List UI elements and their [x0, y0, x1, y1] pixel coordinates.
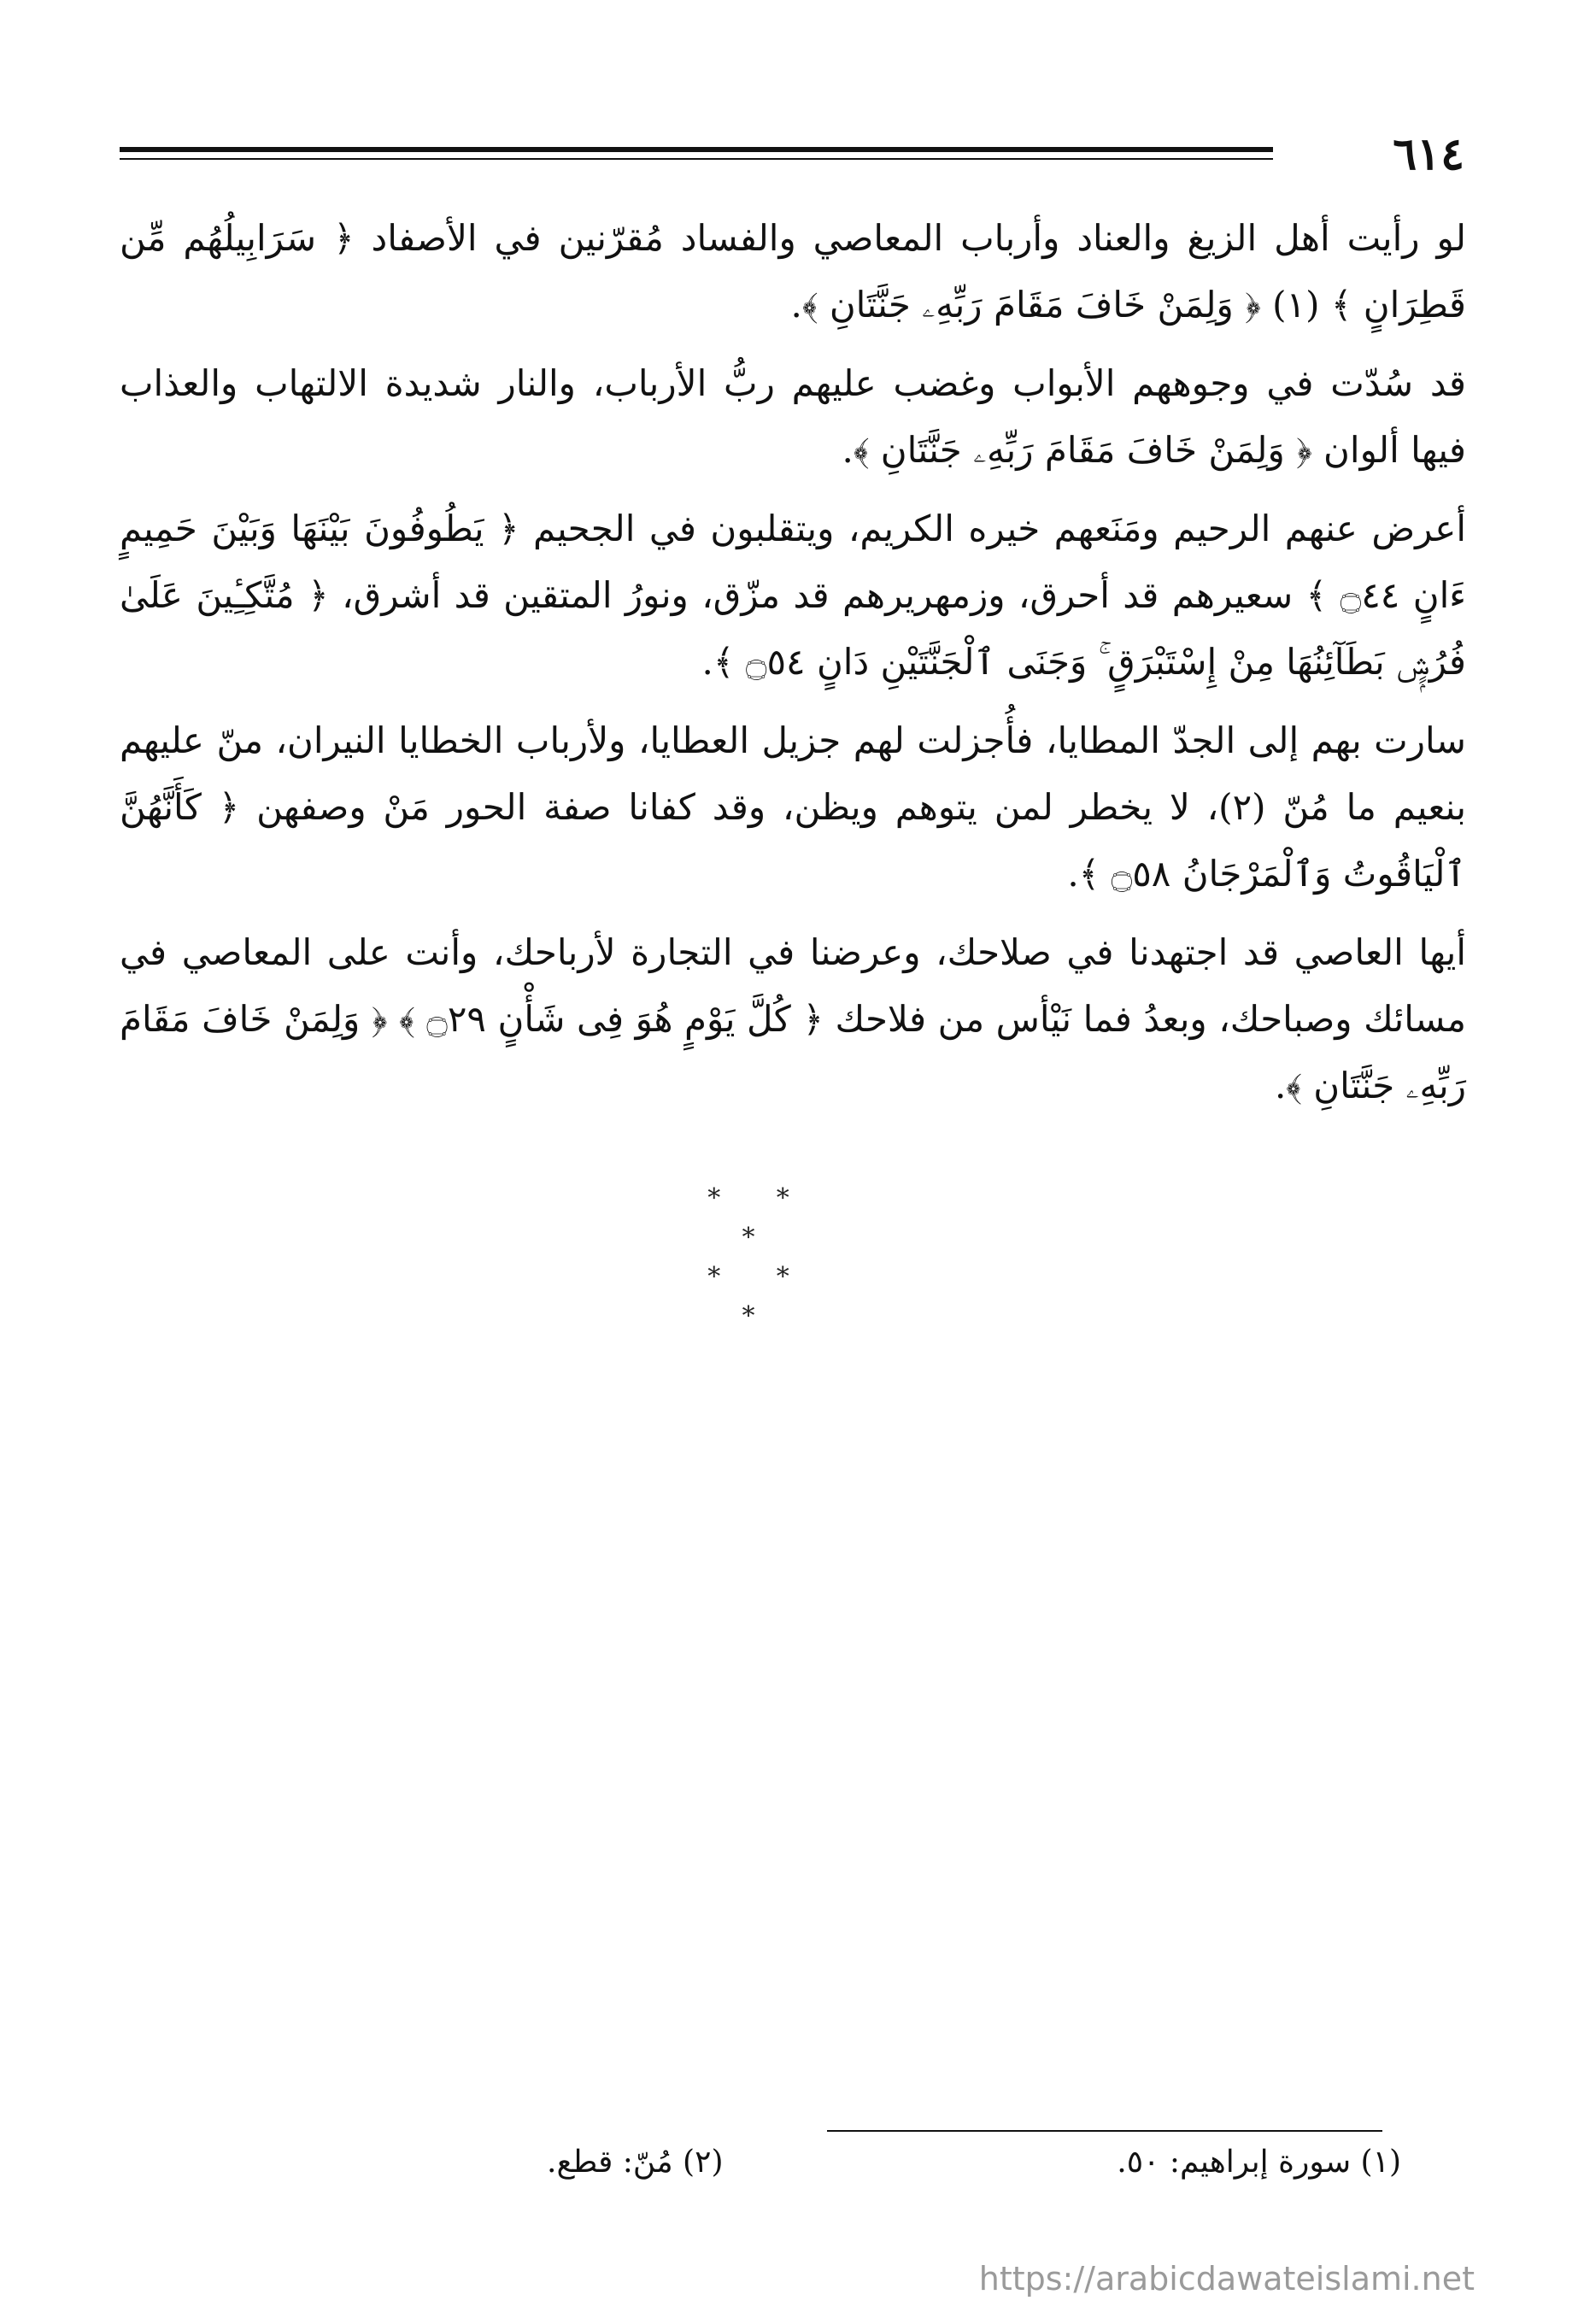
paragraph-3: أعرض عنهم الرحيم ومَنَعهم خيره الكريم، ويتقلبون في الجحيم ﴿ يَطُوفُونَ بَيْنَهَا وَبَيْنَ حَمِيمٍ ءَانٍ ۝٤٤ ﴾ سعيرهم قد أحرق، وزمهريرهم قد مزّق، ونورُ المتقين قد أشرق، ﴿ مُتَّكِـِٔينَ عَلَىٰ فُرُشٍۭ بَطَآئِنُهَا مِنْ إِسْتَبْرَقٍ ۚ وَجَنَى ٱلْجَنَّتَيْنِ دَانٍ ۝٥٤ ﴾. [120, 508, 1466, 683]
footnotes [547, 2145, 1401, 2180]
header-rule-thick [120, 147, 1273, 152]
paragraph-4: سارت بهم إلى الجدّ المطايا، فأُجزلت لهم جزيل العطايا، ولأرباب الخطايا النيران، منّ عليهم بنعيم ما مُنّ (٢)، لا يخطر لمن يتوهم ويظن، وقد كفانا صفة الحور مَنْ وصفهن ﴿ كَأَنَّهُنَّ ٱلْيَاقُوتُ وَٱلْمَرْجَانُ ۝٥٨ ﴾. [120, 719, 1467, 895]
section-ornament [675, 1179, 846, 1336]
footnote-2: (٢) مُنّ: قطع. [547, 2145, 724, 2180]
ornament-row-3: * [742, 1301, 779, 1331]
header-rule [120, 147, 1273, 160]
page-number: ٦١٤ [1393, 128, 1464, 180]
footnote-1: (١) سورة إبراهيم: ٥٠. [1117, 2145, 1401, 2180]
header-rule-thin [120, 158, 1273, 160]
ornament-row-2: * * [707, 1262, 813, 1292]
paragraph-1: لو رأيت أهل الزيغ والعناد وأرباب المعاصي والفساد مُقرّنين في الأصفاد ﴿ سَرَابِيلُهُم مِّن قَطِرَانٍ ﴾ (١) ﴿ وَلِمَنْ خَافَ مَقَامَ رَبِّهِۦ جَنَّتَانِ ﴾. [120, 217, 1466, 326]
footnote-rule [827, 2130, 1382, 2132]
body-text [120, 205, 1466, 1131]
paragraph-5: أيها العاصي قد اجتهدنا في صلاحك، وعرضنا في التجارة لأرباحك، وأنت على المعاصي في مسائك وصباحك، وبعدُ فما نَيْأس من فلاحك ﴿ كُلَّ يَوْمٍ هُوَ فِى شَأْنٍ ۝٢٩ ﴾ ﴿ وَلِمَنْ خَافَ مَقَامَ رَبِّهِۦ جَنَّتَانِ ﴾. [120, 931, 1466, 1106]
ornament-row-1: * * * [707, 1183, 813, 1253]
paragraph-2: قد سُدّت في وجوههم الأبواب وغضب عليهم ربُّ الأرباب، والنار شديدة الالتهاب والعذاب فيها ألوان ﴿ وَلِمَنْ خَافَ مَقَامَ رَبِّهِۦ جَنَّتَانِ ﴾. [120, 362, 1466, 471]
watermark-url: https://arabicdawateislami.net [978, 2260, 1475, 2298]
